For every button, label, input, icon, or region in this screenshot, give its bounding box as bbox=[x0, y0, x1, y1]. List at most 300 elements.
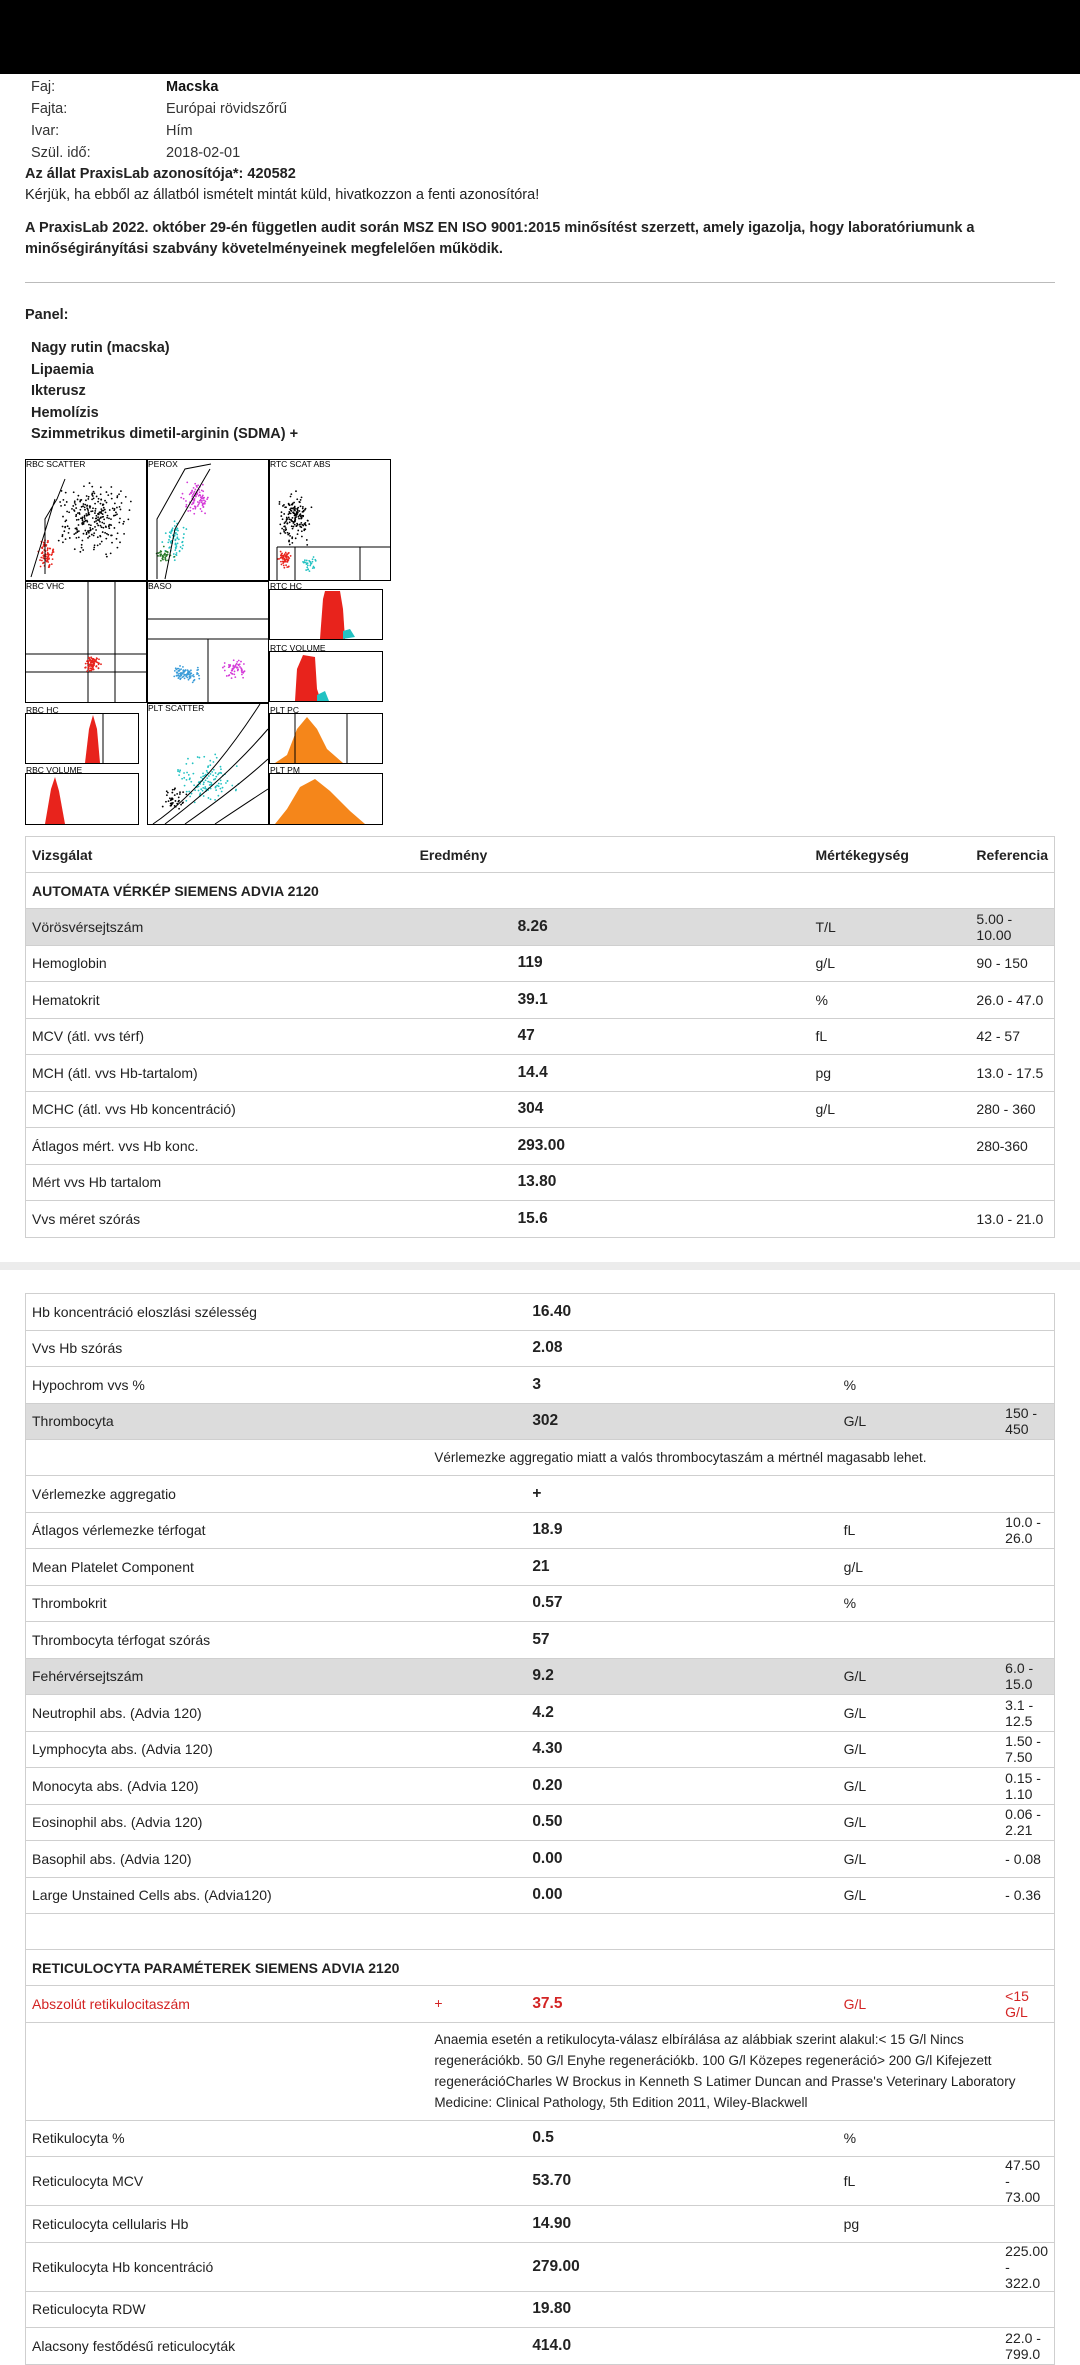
scatter-point bbox=[243, 663, 245, 665]
scatter-point bbox=[186, 504, 188, 506]
scatter-point bbox=[211, 771, 213, 773]
test-name: Lymphocyta abs. (Advia 120) bbox=[26, 1731, 429, 1768]
scatter-point bbox=[97, 525, 99, 527]
scatter-point bbox=[103, 518, 105, 520]
scatter-point bbox=[60, 505, 62, 507]
table-row bbox=[26, 982, 1055, 1019]
scatter-point bbox=[163, 546, 165, 548]
scatter-point bbox=[203, 500, 205, 502]
unit: G/L bbox=[838, 1768, 1000, 1805]
scatter-point bbox=[209, 781, 211, 783]
scatter-point bbox=[92, 528, 94, 530]
scatter-point bbox=[86, 520, 88, 522]
patient-field-label: Ivar: bbox=[31, 123, 60, 139]
scatter-point bbox=[76, 537, 78, 539]
result-value: 16.40 bbox=[428, 1294, 837, 1331]
scatter-point bbox=[84, 521, 86, 523]
scatter-point bbox=[215, 772, 217, 774]
scatter-point bbox=[184, 674, 186, 676]
scatter-point bbox=[312, 558, 314, 560]
scatter-point bbox=[47, 548, 49, 550]
scatter-point bbox=[190, 492, 192, 494]
rbc-hc-plot bbox=[26, 714, 139, 764]
scatter-point bbox=[82, 519, 84, 521]
scatter-point bbox=[180, 546, 182, 548]
scatter-point bbox=[74, 500, 76, 502]
scatter-point bbox=[308, 560, 310, 562]
scatter-point bbox=[224, 662, 226, 664]
scatter-point bbox=[77, 499, 79, 501]
table-row bbox=[26, 1403, 1055, 1440]
scatter-point bbox=[89, 530, 91, 532]
scatter-point bbox=[176, 552, 178, 554]
reference-range: 0.06 - 2.21 bbox=[999, 1804, 1054, 1841]
unit bbox=[810, 1128, 971, 1165]
result-value: 13.80 bbox=[414, 1164, 810, 1201]
result-value: 15.6 bbox=[414, 1201, 810, 1238]
test-name: Átlagos vérlemezke térfogat bbox=[26, 1512, 429, 1549]
scatter-point bbox=[199, 757, 201, 759]
scatter-point bbox=[77, 495, 79, 497]
test-name: Vvs Hb szórás bbox=[26, 1330, 429, 1367]
scatter-point bbox=[194, 789, 196, 791]
scatter-point bbox=[168, 547, 170, 549]
scatter-point bbox=[281, 528, 283, 530]
unit bbox=[838, 1294, 1000, 1331]
plt-pm-label: PLT PM bbox=[270, 765, 300, 775]
scatter-point bbox=[52, 550, 54, 552]
patient-field-value: Hím bbox=[166, 123, 193, 139]
scatter-point bbox=[183, 527, 185, 529]
scatter-point bbox=[222, 787, 224, 789]
scatter-point bbox=[68, 528, 70, 530]
section-header bbox=[26, 1950, 1055, 1986]
scatter-point bbox=[280, 557, 282, 559]
scatter-point bbox=[92, 495, 94, 497]
rbc-volume-label: RBC VOLUME bbox=[26, 765, 83, 775]
scatter-point bbox=[290, 555, 292, 557]
reference-range: 5.00 - 10.00 bbox=[970, 909, 1054, 946]
header-unit: Mértékegység bbox=[810, 837, 971, 873]
scatter-point bbox=[81, 544, 83, 546]
scatter-point bbox=[186, 772, 188, 774]
result-value: 304 bbox=[414, 1091, 810, 1128]
unit: fL bbox=[838, 2157, 1000, 2206]
scatter-point bbox=[104, 532, 106, 534]
scatter-point bbox=[98, 663, 100, 665]
scatter-point bbox=[198, 678, 200, 680]
result-value bbox=[428, 1986, 837, 2023]
scatter-point bbox=[86, 670, 88, 672]
scatter-point bbox=[187, 669, 189, 671]
scatter-point bbox=[113, 527, 115, 529]
result-value: 2.08 bbox=[428, 1330, 837, 1367]
reference-range bbox=[999, 2206, 1054, 2243]
scatter-point bbox=[184, 785, 186, 787]
scatter-point bbox=[312, 567, 314, 569]
scatter-point bbox=[187, 673, 189, 675]
scatter-point bbox=[280, 515, 282, 517]
table-row bbox=[26, 2120, 1055, 2157]
scatter-point bbox=[119, 518, 121, 520]
scatter-point bbox=[209, 760, 211, 762]
scatter-point bbox=[197, 484, 199, 486]
scatter-point bbox=[65, 538, 67, 540]
scatter-point bbox=[172, 789, 174, 791]
scatter-point bbox=[288, 511, 290, 513]
scatter-point bbox=[168, 539, 170, 541]
animal-id: Az állat PraxisLab azonosítója*: 420582 bbox=[25, 166, 296, 182]
scatter-point bbox=[117, 532, 119, 534]
scatter-point bbox=[101, 541, 103, 543]
scatter-point bbox=[186, 791, 188, 793]
scatter-point bbox=[173, 553, 175, 555]
scatter-point bbox=[82, 549, 84, 551]
scatter-point bbox=[108, 517, 110, 519]
scatter-point bbox=[107, 515, 109, 517]
test-name: Abszolút retikulocitaszám bbox=[26, 1986, 429, 2023]
scatter-point bbox=[283, 513, 285, 515]
test-name: Mért vvs Hb tartalom bbox=[26, 1164, 414, 1201]
scatter-point bbox=[66, 511, 68, 513]
scatter-point bbox=[197, 756, 199, 758]
patient-field-label: Faj: bbox=[31, 79, 56, 95]
scatter-point bbox=[88, 512, 90, 514]
unit: G/L bbox=[838, 1695, 1000, 1732]
scatter-point bbox=[84, 518, 86, 520]
scatter-point bbox=[305, 508, 307, 510]
test-name: Vörösvérsejtszám bbox=[26, 909, 414, 946]
scatter-point bbox=[287, 534, 289, 536]
scatter-point bbox=[87, 510, 89, 512]
scatter-point bbox=[96, 496, 98, 498]
scatter-point bbox=[79, 509, 81, 511]
perox-plot bbox=[148, 460, 269, 581]
test-name: Hemoglobin bbox=[26, 945, 414, 982]
scatter-point bbox=[196, 672, 198, 674]
scatter-point bbox=[89, 507, 91, 509]
scatter-point bbox=[299, 524, 301, 526]
unit bbox=[838, 1330, 1000, 1367]
scatter-point bbox=[282, 558, 284, 560]
scatter-point bbox=[45, 545, 47, 547]
scatter-point bbox=[204, 512, 206, 514]
scatter-point bbox=[100, 511, 102, 513]
scatter-point bbox=[200, 788, 202, 790]
scatter-point bbox=[68, 532, 70, 534]
scatter-point bbox=[111, 534, 113, 536]
scatter-point bbox=[161, 558, 163, 560]
scatter-point bbox=[178, 808, 180, 810]
scatter-point bbox=[175, 667, 177, 669]
scatter-point bbox=[293, 502, 295, 504]
scatter-point bbox=[203, 795, 205, 797]
scatter-point bbox=[86, 533, 88, 535]
scatter-point bbox=[100, 508, 102, 510]
test-name: Hb koncentráció eloszlási szélesség bbox=[26, 1294, 429, 1331]
scatter-point bbox=[226, 675, 228, 677]
patient-field-label: Fajta: bbox=[31, 101, 68, 117]
plt-scatter-plot bbox=[148, 704, 269, 825]
scatter-point bbox=[76, 519, 78, 521]
scatter-point bbox=[116, 497, 118, 499]
scatter-point bbox=[302, 508, 304, 510]
scatter-point bbox=[228, 674, 230, 676]
scatter-point bbox=[107, 534, 109, 536]
scatter-point bbox=[290, 519, 292, 521]
scatter-point bbox=[279, 501, 281, 503]
plt-pc-label: PLT PC bbox=[270, 705, 299, 715]
reference-range: 3.1 - 12.5 bbox=[999, 1695, 1054, 1732]
result-value: 14.4 bbox=[414, 1055, 810, 1092]
result-value: 119 bbox=[414, 945, 810, 982]
scatter-point bbox=[296, 498, 298, 500]
scatter-point bbox=[183, 777, 185, 779]
scatter-point bbox=[188, 774, 190, 776]
scatter-point bbox=[203, 781, 205, 783]
table-row bbox=[26, 1201, 1055, 1238]
table-row bbox=[26, 1055, 1055, 1092]
scatter-point bbox=[297, 516, 299, 518]
scatter-point bbox=[217, 795, 219, 797]
scatter-point bbox=[98, 498, 100, 500]
rbc-volume-plot bbox=[26, 774, 139, 825]
scatter-point bbox=[65, 492, 67, 494]
scatter-point bbox=[76, 529, 78, 531]
result-value: 4.2 bbox=[428, 1695, 837, 1732]
scatter-point bbox=[160, 560, 162, 562]
scatter-point bbox=[52, 549, 54, 551]
unit: % bbox=[810, 982, 971, 1019]
reference-range bbox=[999, 1476, 1054, 1513]
scatter-point bbox=[215, 789, 217, 791]
scatter-point bbox=[177, 530, 179, 532]
scatter-point bbox=[106, 502, 108, 504]
test-name: Átlagos mért. vvs Hb konc. bbox=[26, 1128, 414, 1165]
scatter-point bbox=[237, 670, 239, 672]
scatter-point bbox=[178, 774, 180, 776]
test-name: Thrombokrit bbox=[26, 1585, 429, 1622]
scatter-point bbox=[231, 670, 233, 672]
reference-range bbox=[999, 2120, 1054, 2157]
scatter-point bbox=[295, 537, 297, 539]
scatter-point bbox=[46, 550, 48, 552]
test-name: Thrombocyta térfogat szórás bbox=[26, 1622, 429, 1659]
scatter-point bbox=[290, 496, 292, 498]
patient-field-label: Szül. idő: bbox=[31, 145, 91, 161]
scatter-point bbox=[182, 801, 184, 803]
scatter-point bbox=[241, 674, 243, 676]
scatter-point bbox=[123, 521, 125, 523]
scatter-point bbox=[83, 503, 85, 505]
scatter-point bbox=[185, 500, 187, 502]
scatter-point bbox=[84, 530, 86, 532]
scatter-point bbox=[100, 525, 102, 527]
scatter-point bbox=[299, 501, 301, 503]
patient-field-value: 2018-02-01 bbox=[166, 145, 241, 161]
scatter-point bbox=[182, 791, 184, 793]
scatter-point bbox=[174, 525, 176, 527]
scatter-point bbox=[199, 500, 201, 502]
scatter-point bbox=[193, 499, 195, 501]
unit bbox=[838, 1476, 1000, 1513]
scatter-point bbox=[210, 798, 212, 800]
scatter-point bbox=[289, 535, 291, 537]
scatter-point bbox=[236, 765, 238, 767]
scatter-point bbox=[39, 559, 41, 561]
scatter-point bbox=[71, 508, 73, 510]
scatter-point bbox=[287, 552, 289, 554]
table-row bbox=[26, 2206, 1055, 2243]
scatter-point bbox=[201, 489, 203, 491]
scatter-point bbox=[185, 676, 187, 678]
scatter-point bbox=[177, 543, 179, 545]
scatter-point bbox=[202, 484, 204, 486]
scatter-point bbox=[310, 563, 312, 565]
scatter-point bbox=[93, 549, 95, 551]
scatter-point bbox=[240, 667, 242, 669]
unit: fL bbox=[810, 1018, 971, 1055]
unit bbox=[810, 1164, 971, 1201]
scatter-point bbox=[313, 556, 315, 558]
scatter-point bbox=[201, 510, 203, 512]
scatter-point bbox=[174, 549, 176, 551]
test-name: Hypochrom vvs % bbox=[26, 1367, 429, 1404]
unit bbox=[838, 2328, 1000, 2365]
scatter-point bbox=[314, 559, 316, 561]
reference-range: 6.0 - 15.0 bbox=[999, 1658, 1054, 1695]
scatter-point bbox=[72, 505, 74, 507]
scatter-point bbox=[283, 565, 285, 567]
test-name: Vérlemezke aggregatio bbox=[26, 1476, 429, 1513]
scatter-point bbox=[92, 510, 94, 512]
scatter-point bbox=[189, 777, 191, 779]
scatter-point bbox=[99, 535, 101, 537]
scatter-point bbox=[184, 677, 186, 679]
baso-label: BASO bbox=[148, 581, 172, 591]
scatter-point bbox=[284, 532, 286, 534]
unit: G/L bbox=[838, 1986, 1000, 2023]
scatter-point bbox=[81, 518, 83, 520]
scatter-point bbox=[63, 530, 65, 532]
patient-field bbox=[25, 76, 1055, 98]
scatter-point bbox=[242, 677, 244, 679]
scatter-point bbox=[201, 497, 203, 499]
scatter-point bbox=[101, 516, 103, 518]
rtc-scat-abs-label: RTC SCAT ABS bbox=[270, 459, 331, 469]
scatter-point bbox=[48, 565, 50, 567]
reference-range: 1.50 - 7.50 bbox=[999, 1731, 1054, 1768]
scatter-point bbox=[179, 771, 181, 773]
scatter-point bbox=[112, 507, 114, 509]
scatter-point bbox=[209, 764, 211, 766]
scatter-point bbox=[88, 496, 90, 498]
scatter-point bbox=[162, 555, 164, 557]
scatter-point bbox=[286, 553, 288, 555]
scatter-point bbox=[285, 506, 287, 508]
scatter-point bbox=[75, 504, 77, 506]
scatter-point bbox=[86, 504, 88, 506]
scatter-point bbox=[182, 670, 184, 672]
scatter-point bbox=[91, 534, 93, 536]
scatter-point bbox=[302, 515, 304, 517]
scatter-point bbox=[90, 524, 92, 526]
scatter-point bbox=[91, 664, 93, 666]
result-value: + bbox=[428, 1476, 837, 1513]
scatter-point bbox=[202, 787, 204, 789]
reference-range: - 0.08 bbox=[999, 1841, 1054, 1878]
scatter-point bbox=[172, 527, 174, 529]
reference-range: 225.00 - 322.0 bbox=[999, 2242, 1054, 2291]
scatter-point bbox=[84, 506, 86, 508]
scatter-point bbox=[183, 672, 185, 674]
scatter-point bbox=[100, 663, 102, 665]
scatter-point bbox=[64, 527, 66, 529]
scatter-point bbox=[281, 564, 283, 566]
scatter-point bbox=[42, 562, 44, 564]
scatter-point bbox=[114, 508, 116, 510]
scatter-point bbox=[106, 556, 108, 558]
scatter-point bbox=[179, 675, 181, 677]
scatter-point bbox=[187, 758, 189, 760]
scatter-point bbox=[199, 494, 201, 496]
scatter-point bbox=[212, 774, 214, 776]
scatter-point bbox=[171, 797, 173, 799]
reference-range: <15 G/L bbox=[999, 1986, 1054, 2023]
scatter-point bbox=[286, 523, 288, 525]
rtc-volume-label: RTC VOLUME bbox=[270, 643, 326, 653]
reference-range bbox=[999, 1549, 1054, 1586]
result-value: 8.26 bbox=[414, 909, 810, 946]
scatter-point bbox=[178, 797, 180, 799]
scatter-point bbox=[89, 659, 91, 661]
reference-range: 10.0 - 26.0 bbox=[999, 1512, 1054, 1549]
scatter-point bbox=[167, 792, 169, 794]
scatter-point bbox=[102, 527, 104, 529]
scatter-point bbox=[235, 790, 237, 792]
note-row bbox=[26, 1440, 1055, 1476]
scatter-point bbox=[208, 797, 210, 799]
scatter-point bbox=[214, 778, 216, 780]
scatter-point bbox=[304, 524, 306, 526]
scatter-point bbox=[180, 804, 182, 806]
scatter-point bbox=[222, 667, 224, 669]
test-name: Thrombocyta bbox=[26, 1403, 429, 1440]
table-row bbox=[26, 1091, 1055, 1128]
scatter-point bbox=[194, 483, 196, 485]
scatter-point bbox=[191, 503, 193, 505]
scatter-point bbox=[175, 532, 177, 534]
scatter-point bbox=[116, 538, 118, 540]
scatter-point bbox=[221, 791, 223, 793]
rbc-vhc-label: RBC VHC bbox=[26, 581, 65, 591]
scatter-point bbox=[296, 523, 298, 525]
scatter-point bbox=[110, 518, 112, 520]
scatter-point bbox=[89, 535, 91, 537]
scatter-point bbox=[194, 679, 196, 681]
scatter-point bbox=[90, 656, 92, 658]
scatter-point bbox=[240, 661, 242, 663]
scatter-point bbox=[111, 498, 113, 500]
scatter-point bbox=[193, 676, 195, 678]
scatter-point bbox=[303, 529, 305, 531]
scatter-point bbox=[309, 570, 311, 572]
table-row bbox=[26, 2291, 1055, 2328]
scatter-point bbox=[62, 541, 64, 543]
audit-line-2: minőségirányítási szabvány követelményeinek megfelelően működik. bbox=[25, 241, 503, 257]
scatter-point bbox=[278, 558, 280, 560]
scatter-point bbox=[286, 518, 288, 520]
